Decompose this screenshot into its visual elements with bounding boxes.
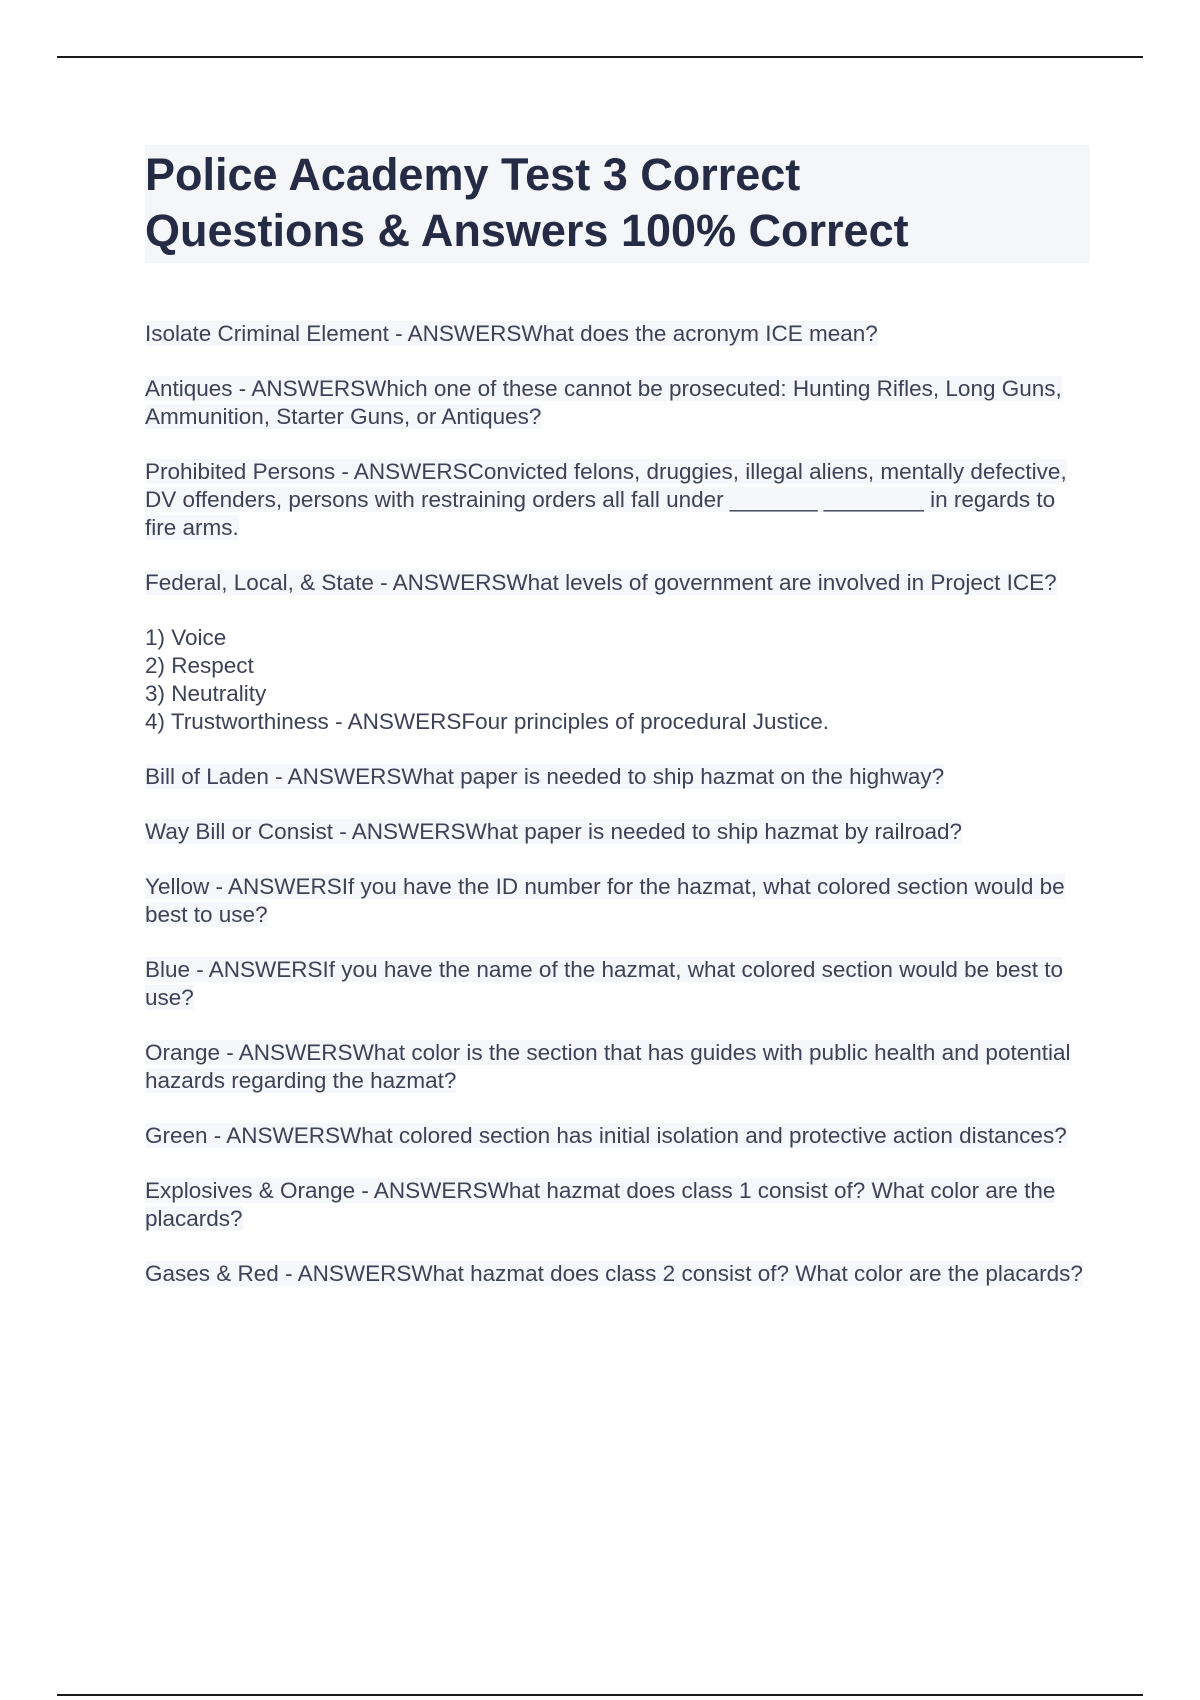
principle-line: 4) Trustworthiness - ANSWERSFour principles of procedural Justice. [145, 709, 829, 734]
document-title [145, 147, 1090, 259]
qa-item: Antiques - ANSWERSWhich one of these cannot be prosecuted: Hunting Rifles, Long Guns, Ammunition, Starter Guns, or Antiques? [145, 376, 1062, 429]
qa-item: Orange - ANSWERSWhat color is the section that has guides with public health and potential hazards regarding the hazmat? [145, 1040, 1071, 1093]
qa-item: Blue - ANSWERSIf you have the name of the hazmat, what colored section would be best to use? [145, 957, 1063, 1010]
bottom-rule [57, 1694, 1143, 1696]
document-body [145, 145, 1090, 1315]
qa-item: Green - ANSWERSWhat colored section has initial isolation and protective action distances? [145, 1123, 1067, 1148]
qa-item: Bill of Laden - ANSWERSWhat paper is needed to ship hazmat on the highway? [145, 764, 945, 789]
top-rule [57, 56, 1143, 58]
qa-item: Prohibited Persons - ANSWERSConvicted felons, druggies, illegal aliens, mentally defective, DV offenders, persons with restraining orders all fall under _______ ________ in regards to fire arms. [145, 459, 1067, 540]
qa-item: Isolate Criminal Element - ANSWERSWhat does the acronym ICE mean? [145, 321, 878, 346]
qa-list [145, 320, 1090, 1288]
title-block [145, 145, 1090, 263]
principle-line: 3) Neutrality [145, 681, 267, 706]
qa-item: Way Bill or Consist - ANSWERSWhat paper is needed to ship hazmat by railroad? [145, 819, 963, 844]
title-line-2: Questions & Answers 100% Correct [145, 205, 909, 256]
qa-item-list [145, 624, 1090, 736]
title-line-1: Police Academy Test 3 Correct [145, 149, 801, 200]
qa-item: Explosives & Orange - ANSWERSWhat hazmat does class 1 consist of? What color are the placards? [145, 1178, 1056, 1231]
principle-line: 2) Respect [145, 653, 254, 678]
principle-line: 1) Voice [145, 625, 227, 650]
qa-item: Federal, Local, & State - ANSWERSWhat levels of government are involved in Project ICE? [145, 570, 1057, 595]
qa-item: Gases & Red - ANSWERSWhat hazmat does class 2 consist of? What color are the placards? [145, 1261, 1083, 1286]
qa-item: Yellow - ANSWERSIf you have the ID number for the hazmat, what colored section would be best to use? [145, 874, 1065, 927]
